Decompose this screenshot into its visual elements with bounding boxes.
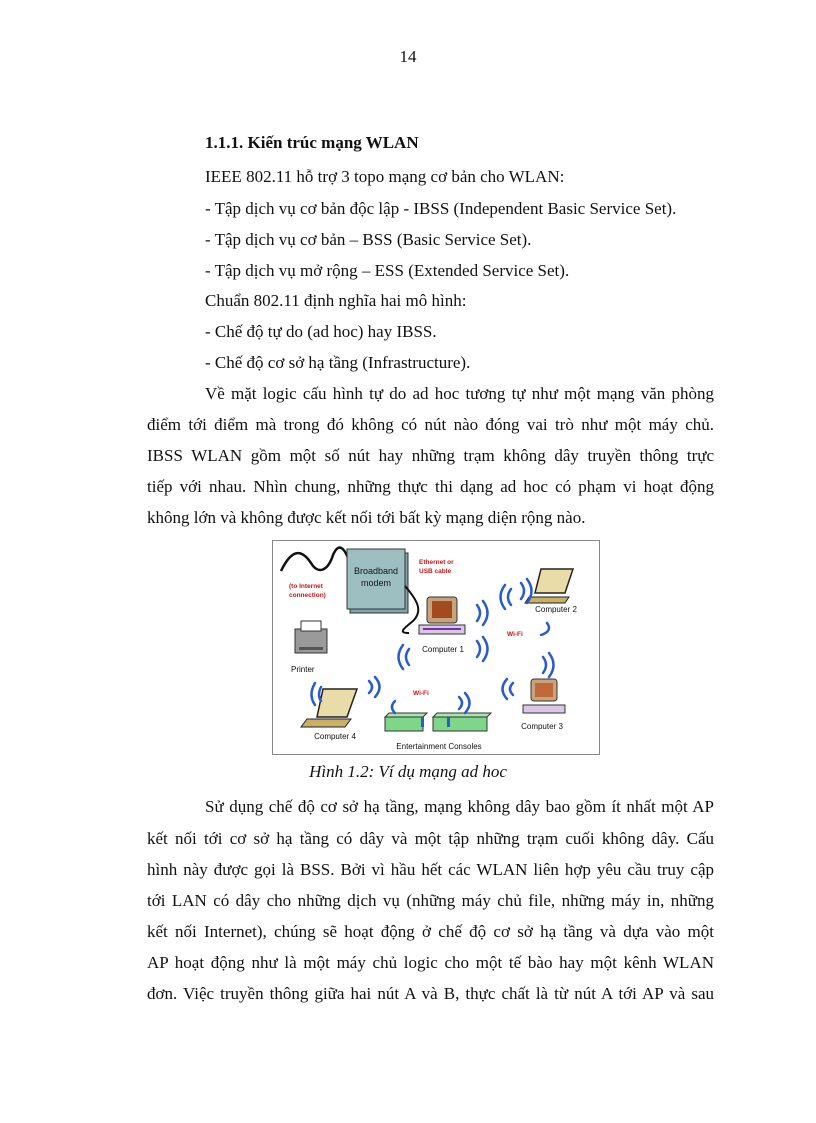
computer-2-laptop-icon <box>525 569 573 603</box>
computer-1-icon <box>419 597 465 634</box>
paragraph-line: đơn. Việc truyền thông giữa hai nút A và B, thực chất là từ nút A tới AP và sau <box>147 984 714 1003</box>
paragraph-line: Về mặt logic cấu hình tự do ad hoc tương tự như một mạng văn phòng <box>205 384 714 403</box>
page-number: 14 <box>399 47 417 66</box>
text-line: IEEE 802.11 hỗ trợ 3 topo mạng cơ bản cho WLAN: <box>205 167 565 186</box>
computer-1-label: Computer 1 <box>422 645 464 654</box>
list-item: - Tập dịch vụ cơ bản độc lập - IBSS (Independent Basic Service Set). <box>205 199 677 218</box>
list-item: - Tập dịch vụ cơ bản – BSS (Basic Service Set). <box>205 230 532 249</box>
paragraph-line: IBSS WLAN gồm một số nút hay những trạm không dây truyền thông trực <box>147 446 714 465</box>
wifi-label-center: Wi-Fi <box>413 690 429 697</box>
entertainment-consoles-icon <box>385 713 491 731</box>
consoles-label: Entertainment Consoles <box>396 742 482 751</box>
cable-label-line1: Ethernet or <box>419 559 454 566</box>
adhoc-network-figure <box>272 540 600 755</box>
section-heading: 1.1.1. Kiến trúc mạng WLAN <box>205 133 419 152</box>
figure-caption: Hình 1.2: Ví dụ mạng ad hoc <box>309 762 507 781</box>
list-item: - Tập dịch vụ mở rộng – ESS (Extended Service Set). <box>205 261 570 280</box>
paragraph-line: kết nối Internet), chúng sẽ hoạt động ở chế độ cơ sở hạ tầng và dựa vào một <box>147 922 714 941</box>
paragraph-line: hình này được gọi là BSS. Bởi vì hầu hết các WLAN liên hợp yêu cầu truy cập <box>147 860 714 879</box>
printer-icon <box>295 621 327 653</box>
wifi-label-right: Wi-Fi <box>507 631 523 638</box>
paragraph-line: không lớn và không được kết nối tới bất kỳ mạng diện rộng nào. <box>147 508 586 527</box>
computer-2-label: Computer 2 <box>535 605 577 614</box>
paragraph-line: tiếp với nhau. Nhìn chung, những thực thi dạng ad hoc có phạm vi hoạt động <box>147 477 714 496</box>
internet-label-line1: (to Internet <box>289 583 323 590</box>
internet-cable <box>281 548 349 571</box>
paragraph-line: Sử dụng chế độ cơ sở hạ tầng, mạng không dây bao gồm ít nhất một AP <box>205 797 714 816</box>
computer-3-icon <box>523 679 565 713</box>
printer-label: Printer <box>291 665 315 674</box>
paragraph-line: kết nối tới cơ sở hạ tầng có dây và một tập những trạm cuối không dây. Cấu <box>147 829 714 848</box>
computer-3-label: Computer 3 <box>521 722 563 731</box>
paragraph-line: tới LAN có dây cho những dịch vụ (những máy chủ file, những máy in, những <box>147 891 714 910</box>
list-item: - Chế độ tự do (ad hoc) hay IBSS. <box>205 322 437 341</box>
computer-4-laptop-icon <box>301 689 357 727</box>
list-item: - Chế độ cơ sở hạ tầng (Infrastructure). <box>205 353 471 372</box>
internet-label-line2: connection) <box>289 592 326 599</box>
modem-label-line1: Broadband <box>353 566 399 576</box>
paragraph-line: AP hoạt động như là một máy chủ logic cho một tế bào hay một kênh WLAN <box>147 953 714 972</box>
modem-label-line2: modem <box>360 578 392 588</box>
computer-4-label: Computer 4 <box>314 732 356 741</box>
cable-label-line2: USB cable <box>419 568 452 575</box>
text-line: Chuẩn 802.11 định nghĩa hai mô hình: <box>205 291 467 310</box>
paragraph-line: điểm tới điểm mà trong đó không có nút nào đóng vai trò như một máy chủ. <box>147 415 714 434</box>
